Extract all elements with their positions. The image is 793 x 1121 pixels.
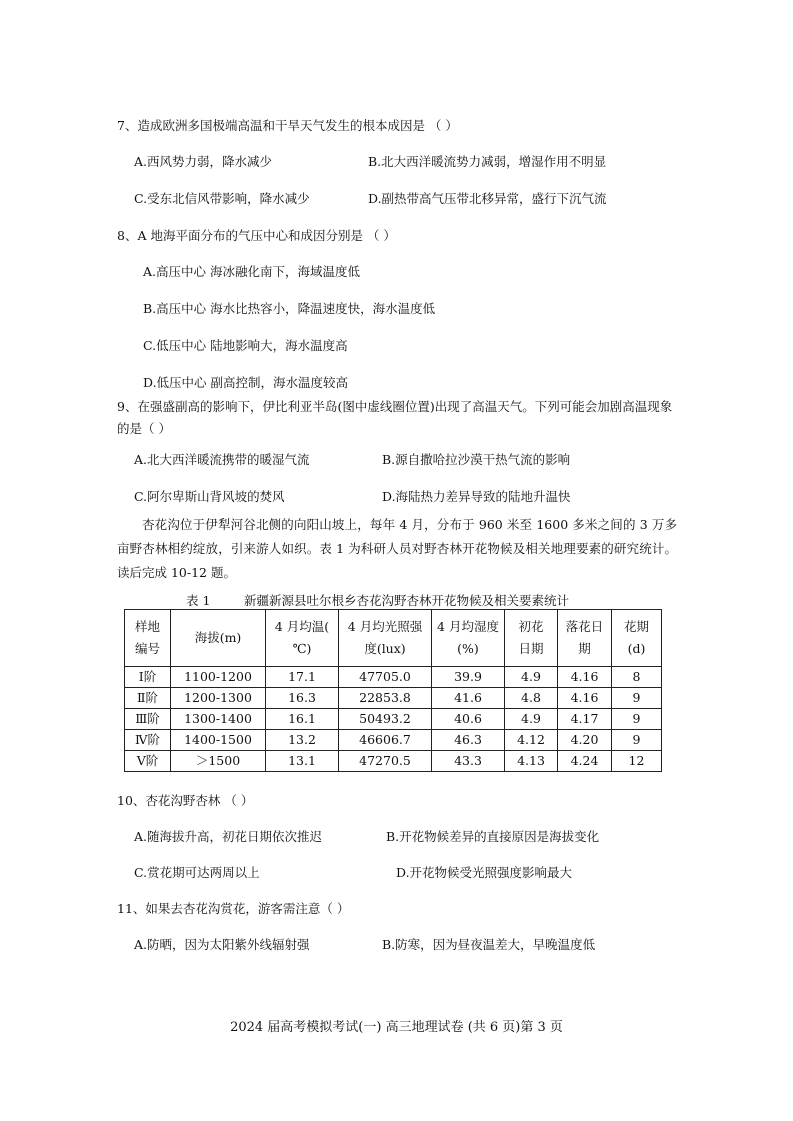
table-cell: 46606.7 [339, 730, 432, 751]
q9-option-d: D.海陆热力差异导致的陆地升温快 [382, 489, 571, 504]
table-cell: 1200-1300 [171, 688, 266, 709]
table-cell: 47705.0 [339, 667, 432, 688]
table-cell: 17.1 [266, 667, 339, 688]
q8-stem: 8、A 地海平面分布的气压中心和成因分别是 （ ） [117, 228, 396, 243]
q10-option-b: B.开花物候差异的直接原因是海拔变化 [386, 829, 600, 844]
table-row [125, 751, 662, 772]
table-cell: 9 [612, 730, 662, 751]
table-cell: 13.2 [266, 730, 339, 751]
table-row [125, 709, 662, 730]
table-cell: 1300-1400 [171, 709, 266, 730]
q10-option-d: D.开花物候受光照强度影响最大 [396, 865, 573, 880]
table-cell: Ⅱ阶 [125, 688, 171, 709]
table-cell: 43.3 [432, 751, 505, 772]
table-cell: 4.20 [558, 730, 612, 751]
q8-option-c: C.低压中心 陆地影响大，海水温度高 [143, 338, 348, 353]
table-cell: 41.6 [432, 688, 505, 709]
header-sample-id: 样地 编号 [125, 610, 171, 667]
table-cell: Ⅳ阶 [125, 730, 171, 751]
q7-option-b: B.北大西洋暖流势力减弱，增湿作用不明显 [368, 154, 607, 169]
table-cell: 40.6 [432, 709, 505, 730]
q11-option-b: B.防寒，因为昼夜温差大，早晚温度低 [382, 937, 596, 952]
table-cell: Ⅰ阶 [125, 667, 171, 688]
reading-passage: 杏花沟位于伊犁河谷北侧的向阳山坡上，每年 4 月，分布于 960 米至 1600 多米之间的 3 万多亩野杏林相约绽放，引来游人如织。表 1 为科研人员对野杏林开花物候及相关地理要素的研究统计。读后完成 10-12 题。 [117, 517, 677, 580]
q9-option-b: B.源自撒哈拉沙漠干热气流的影响 [382, 452, 571, 467]
table-cell: 9 [612, 709, 662, 730]
table-header-row [125, 610, 662, 667]
header-flowering-period: 花期 (d) [612, 610, 662, 667]
q11-stem: 11、如果去杏花沟赏花，游客需注意（ ） [117, 901, 350, 916]
table-cell: 8 [612, 667, 662, 688]
table-caption-number: 表 1 [186, 593, 211, 608]
table-cell: 16.1 [266, 709, 339, 730]
header-petal-fall: 落花日 期 [558, 610, 612, 667]
q8-option-d: D.低压中心 副高控制，海水温度较高 [143, 375, 349, 390]
table-cell: 4.17 [558, 709, 612, 730]
phenology-table [124, 609, 662, 772]
q8-option-a: A.高压中心 海冰融化南下，海域温度低 [143, 264, 360, 279]
q10-option-c: C.赏花期可达两周以上 [134, 865, 260, 880]
table-cell: 13.1 [266, 751, 339, 772]
table-cell: 1400-1500 [171, 730, 266, 751]
table-caption-title: 新疆新源县吐尔根乡杏花沟野杏林开花物候及相关要素统计 [244, 593, 570, 608]
table-cell: Ⅲ阶 [125, 709, 171, 730]
q9-stem: 9、在强盛副高的影响下，伊比利亚半岛(图中虚线圈位置)出现了高温天气。下列可能会加剧高温现象的是（ ） [117, 399, 673, 436]
table-cell: 47270.5 [339, 751, 432, 772]
table-cell: 4.9 [505, 709, 558, 730]
q7-stem: 7、造成欧洲多国极端高温和干旱天气发生的根本成因是 （ ） [117, 118, 458, 133]
table-cell: 4.9 [505, 667, 558, 688]
q8-option-b: B.高压中心 海水比热容小，降温速度快，海水温度低 [143, 301, 436, 316]
header-temperature: 4 月均温( ℃) [266, 610, 339, 667]
table-row [125, 730, 662, 751]
table-cell: 16.3 [266, 688, 339, 709]
table-cell: 4.24 [558, 751, 612, 772]
table-cell: 4.16 [558, 688, 612, 709]
table-cell: 4.12 [505, 730, 558, 751]
table-cell: 46.3 [432, 730, 505, 751]
q7-option-c: C.受东北信风带影响，降水减少 [134, 191, 310, 206]
table-cell: Ⅴ阶 [125, 751, 171, 772]
q7-option-d: D.副热带高气压带北移异常，盛行下沉气流 [368, 191, 607, 206]
q11-option-a: A.防晒，因为太阳紫外线辐射强 [134, 937, 310, 952]
table-cell: 4.8 [505, 688, 558, 709]
header-humidity: 4 月均湿度 (%) [432, 610, 505, 667]
q9-option-c: C.阿尔卑斯山背风坡的焚风 [134, 489, 285, 504]
table-cell: 4.13 [505, 751, 558, 772]
table-cell: 50493.2 [339, 709, 432, 730]
table-cell: 22853.8 [339, 688, 432, 709]
table-cell: 39.9 [432, 667, 505, 688]
table-cell: 4.16 [558, 667, 612, 688]
header-altitude: 海拔(m) [171, 610, 266, 667]
table-cell: 1100-1200 [171, 667, 266, 688]
q10-option-a: A.随海拔升高，初花日期依次推迟 [134, 829, 323, 844]
table-row [125, 667, 662, 688]
table-cell: 12 [612, 751, 662, 772]
table-cell: ＞1500 [171, 751, 266, 772]
table-row [125, 688, 662, 709]
table-cell: 9 [612, 688, 662, 709]
header-light-intensity: 4 月均光照强 度(lux) [339, 610, 432, 667]
header-first-bloom: 初花 日期 [505, 610, 558, 667]
page-footer: 2024 届高考模拟考试(一) 高三地理试卷 (共 6 页)第 3 页 [230, 1020, 563, 1035]
q10-stem: 10、杏花沟野杏林 （ ） [117, 793, 254, 808]
q7-option-a: A.西风势力弱，降水减少 [134, 154, 273, 169]
q9-option-a: A.北大西洋暖流携带的暖湿气流 [134, 452, 310, 467]
